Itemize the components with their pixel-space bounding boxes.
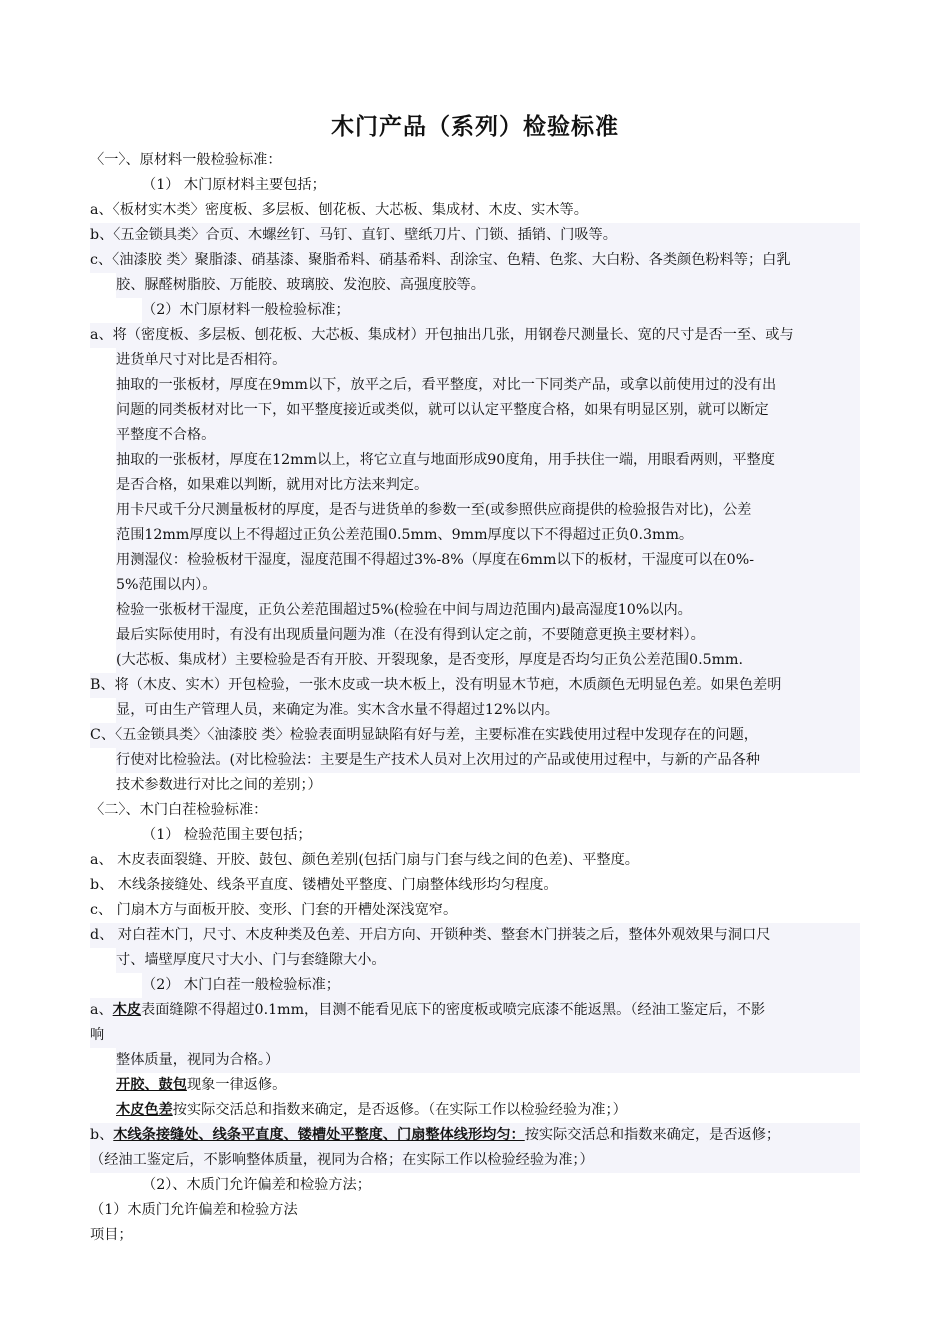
paragraph-line: 最后实际使用时，有没有出现质量问题为准（在没有得到认定之前，不要随意更换主要材料）。 (116, 623, 860, 648)
paragraph-line: 项目； (90, 1227, 133, 1243)
section-heading-white-door: 〈二〉、木门白茬检验标准： (90, 802, 268, 818)
emphasis-text: 木皮 (112, 1002, 142, 1018)
list-item: b、〈五金锁具类〉合页、木螺丝钉、马钉、直钉、壁纸刀片、门锁、插销、门吸等。 (90, 223, 860, 248)
text-run: 现象一律返修。 (186, 1077, 287, 1093)
subsection-heading: （1） 检验范围主要包括； (142, 827, 312, 843)
paragraph-line: 是否合格，如果难以判断，就用对比方法来判定。 (116, 473, 860, 498)
paragraph-line: 用测湿仪：检验板材干湿度，湿度范围不得超过3%-8%（厚度在6mm以下的板材，干湿度可以在0%- (116, 548, 860, 573)
paragraph-line (90, 998, 860, 1023)
paragraph-line: B、将（木皮、实木）开包检验，一张木皮或一块木板上，没有明显木节疤，木质颜色无明显色差。如果色差明 (90, 673, 860, 698)
subsection-heading: （2） 木门白茬一般检验标准； (142, 973, 860, 998)
subsection-heading: （1）木质门允许偏差和检验方法 (90, 1202, 298, 1218)
paragraph-line: 范围12mm厚度以上不得超过正负公差范围0.5mm、9mm厚度以下不得超过正负0.3mm。 (116, 523, 860, 548)
paragraph-line: 行使对比检验法。(对比检验法：主要是生产技术人员对上次用过的产品或使用过程中，与新的产品各种 (116, 748, 860, 773)
paragraph-line: 平整度不合格。 (116, 423, 860, 448)
paragraph-line: 整体质量，视同为合格。） (116, 1048, 860, 1073)
text-run: 表面缝隙不得超过0.1mm，目测不能看见底下的密度板或喷完底漆不能返黑。（经油工鉴定后，不影 (141, 1002, 766, 1018)
paragraph-line: 抽取的一张板材，厚度在9mm以下，放平之后，看平整度，对比一下同类产品，或拿以前使用过的没有出 (116, 373, 860, 398)
paragraph-line: 5%范围以内）。 (116, 573, 860, 598)
section-heading-raw-materials: 〈一〉、原材料一般检验标准： (90, 152, 282, 168)
list-item: a、〈板材实木类〉密度板、多层板、刨花板、大芯板、集成材、木皮、实木等。 (90, 202, 588, 218)
paragraph-line (90, 1123, 860, 1148)
paragraph-line: 用卡尺或千分尺测量板材的厚度，是否与进货单的参数一至(或参照供应商提供的检验报告对比)，公差 (116, 498, 860, 523)
subsection-heading: （2）木门原材料一般检验标准； (142, 298, 860, 323)
subsection-heading: （1） 木门原材料主要包括； (142, 177, 326, 193)
list-item: c、 门扇木方与面板开胶、变形、门套的开槽处深浅宽窄。 (90, 902, 458, 918)
paragraph-line: 检验一张板材干湿度，正负公差范围超过5%(检验在中间与周边范围内)最高湿度10%以内。 (116, 598, 860, 623)
list-item-continuation: 寸、墙壁厚度尺寸大小、门与套缝隙大小。 (116, 948, 860, 973)
text-run: 按实际交活总和指数来确定，是否返修； (524, 1127, 781, 1143)
paragraph-line: 响 (90, 1023, 860, 1048)
list-item-continuation: 胶、脲醛树脂胶、万能胶、玻璃胶、发泡胶、高强度胶等。 (116, 273, 860, 298)
paragraph-line: 技术参数进行对比之间的差别；） (116, 777, 322, 793)
paragraph-line: 问题的同类板材对比一下，如平整度接近或类似，就可以认定平整度合格，如果有明显区别，就可以断定 (116, 398, 860, 423)
emphasis-text: 木线条接缝处、线条平直度、镂槽处平整度、门扇整体线形均匀： (113, 1127, 525, 1143)
paragraph-line: C、〈五金锁具类〉〈油漆胶 类〉检验表面明显缺陷有好与差，主要标准在实践使用过程中发现存在的问题， (90, 723, 860, 748)
item-marker: a、 (90, 1002, 113, 1018)
emphasis-text: 木皮色差 (116, 1102, 173, 1118)
paragraph-line: 抽取的一张板材，厚度在12mm以上，将它立直与地面形成90度角，用手扶住一端，用眼看两则，平整度 (116, 448, 860, 473)
document-title: 木门产品（系列）检验标准 (331, 114, 619, 140)
list-item: d、 对白茬木门，尺寸、木皮种类及色差、开启方向、开锁种类、整套木门拼装之后，整体外观效果与洞口尺 (90, 923, 860, 948)
paragraph-line: (大芯板、集成材）主要检验是否有开胶、开裂现象，是否变形，厚度是否均匀正负公差范围0.5mm. (116, 648, 860, 673)
paragraph-line: 进货单尺寸对比是否相符。 (116, 348, 860, 373)
paragraph-line: 显，可由生产管理人员，来确定为准。实木含水量不得超过12%以内。 (116, 698, 860, 723)
paragraph-line (116, 1098, 860, 1123)
item-marker: b、 (90, 1127, 114, 1143)
list-item: a、 木皮表面裂缝、开胶、鼓包、颜色差别(包括门扇与门套与线之间的色差)、平整度。 (90, 852, 639, 868)
list-item: c、〈油漆胶 类〉聚脂漆、硝基漆、聚脂希料、硝基希料、刮涂宝、色精、色浆、大白粉、各类颜色粉料等；白乳 (90, 248, 860, 273)
paragraph-line: （经油工鉴定后，不影响整体质量，视同为合格；在实际工作以检验经验为准；） (90, 1148, 860, 1173)
subsection-heading: （2）、木质门允许偏差和检验方法； (142, 1177, 371, 1193)
text-run: 按实际交活总和指数来确定，是否返修。（在实际工作以检验经验为准；） (172, 1102, 627, 1118)
paragraph-line (116, 1073, 860, 1098)
list-item: b、 木线条接缝处、线条平直度、镂槽处平整度、门扇整体线形均匀程度。 (90, 877, 558, 893)
emphasis-text: 开胶、鼓包 (116, 1077, 187, 1093)
paragraph-line: a、将（密度板、多层板、刨花板、大芯板、集成材）开包抽出几张，用钢卷尺测量长、宽的尺寸是否一至、或与 (90, 323, 860, 348)
